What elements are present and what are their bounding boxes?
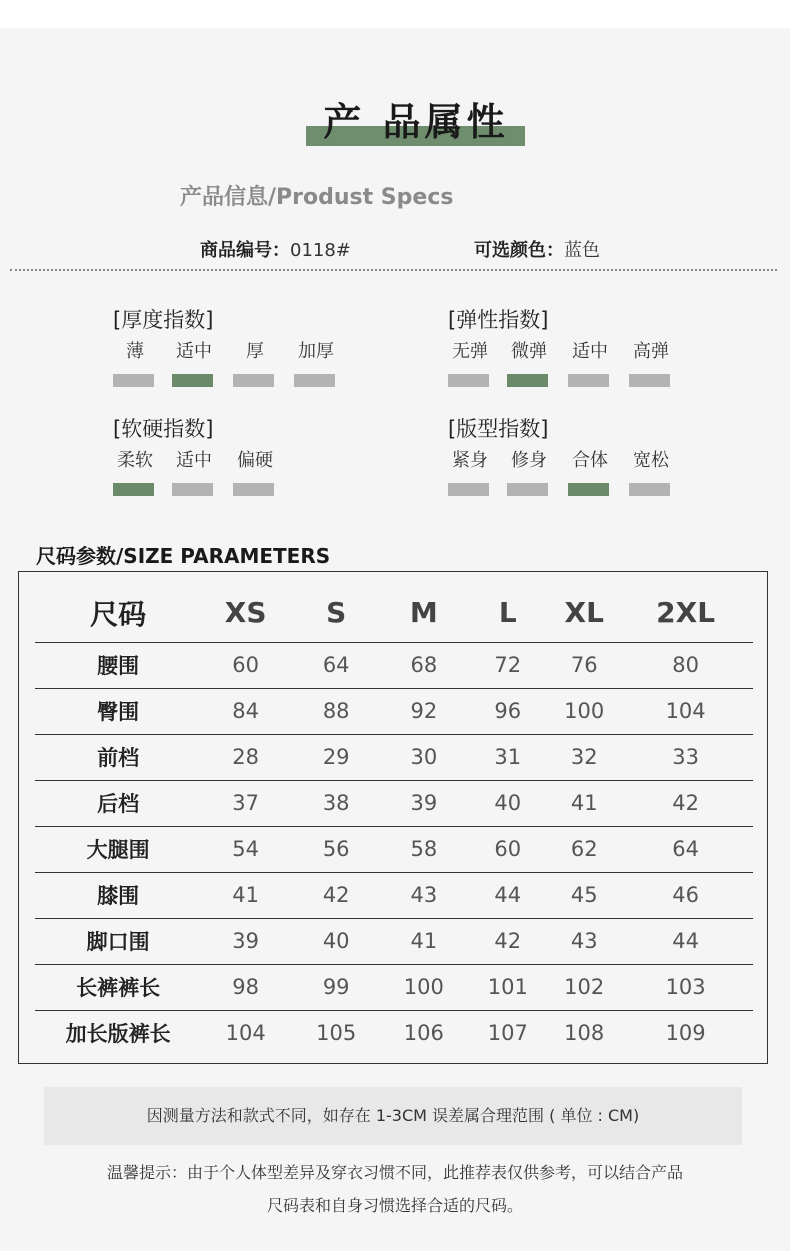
row-label: 大腿围: [35, 826, 201, 872]
size-header: XL: [550, 584, 618, 642]
index-option-label: 柔软: [117, 450, 153, 471]
table-cell: 88: [290, 688, 382, 734]
table-cell: 42: [290, 872, 382, 918]
index-option-label: 适中: [176, 341, 212, 362]
index-title: [软硬指数]: [113, 417, 214, 441]
table-cell: 45: [550, 872, 618, 918]
table-cell: 60: [201, 642, 290, 688]
table-row: [35, 688, 753, 734]
index-option: [507, 340, 551, 387]
table-cell: 30: [382, 734, 465, 780]
index-option-swatch: [568, 483, 609, 496]
specs-heading: 产品信息/Produst Specs: [180, 185, 454, 210]
table-cell: 39: [201, 918, 290, 964]
table-cell: 58: [382, 826, 465, 872]
table-cell: 37: [201, 780, 290, 826]
table-cell: 64: [290, 642, 382, 688]
size-table-header-row: [35, 584, 753, 642]
index-options: [448, 340, 728, 400]
index-option-swatch: [629, 483, 670, 496]
table-row: [35, 642, 753, 688]
index-option-swatch: [113, 483, 154, 496]
index-option-label: 合体: [572, 450, 608, 471]
table-cell: 80: [618, 642, 753, 688]
table-cell: 107: [487, 1021, 528, 1046]
index-option-swatch: [448, 483, 489, 496]
index-option: [172, 449, 216, 496]
index-option-swatch: [448, 374, 489, 387]
index-option: [629, 449, 673, 496]
table-cell: 64: [618, 826, 753, 872]
index-option: [507, 449, 551, 496]
table-cell: 100: [550, 688, 618, 734]
index-option: [113, 449, 157, 496]
index-option: [172, 340, 216, 387]
index-options: [448, 449, 728, 509]
index-option-swatch: [629, 374, 670, 387]
row-label: 后档: [35, 780, 201, 826]
table-cell: 92: [382, 688, 465, 734]
index-option: [568, 449, 612, 496]
index-option-swatch: [294, 374, 335, 387]
index-option: [233, 449, 277, 496]
table-cell: 98: [201, 964, 290, 1010]
product-code-value: 0118#: [290, 240, 351, 261]
index-option-swatch: [233, 483, 274, 496]
index-option-label: 微弹: [511, 341, 547, 362]
index-option: [294, 340, 338, 387]
size-table: [35, 584, 753, 1056]
table-cell: 42: [618, 780, 753, 826]
table-cell: 41: [382, 918, 465, 964]
table-cell: 41: [201, 872, 290, 918]
row-label: 长裤裤长: [35, 964, 201, 1010]
table-cell: 31: [465, 734, 550, 780]
table-cell: 44: [618, 918, 753, 964]
table-cell: 103: [618, 964, 753, 1010]
size-header: M: [382, 584, 465, 642]
index-option-label: 适中: [572, 341, 608, 362]
index-group-thickness: [113, 306, 393, 400]
table-row: [35, 918, 753, 964]
row-label: 脚口围: [35, 918, 201, 964]
table-cell: 39: [382, 780, 465, 826]
table-cell: 28: [201, 734, 290, 780]
table-cell: 29: [290, 734, 382, 780]
table-cell: 84: [201, 688, 290, 734]
row-label: 腰围: [35, 642, 201, 688]
size-header: XS: [201, 584, 290, 642]
index-option-label: 宽松: [633, 450, 669, 471]
index-option: [448, 449, 492, 496]
index-option: [568, 340, 612, 387]
size-header: L: [465, 584, 550, 642]
index-option: [113, 340, 157, 387]
row-label: 加长版裤长: [65, 1022, 171, 1047]
table-cell: 68: [382, 642, 465, 688]
index-option-swatch: [507, 483, 548, 496]
table-cell: 42: [465, 918, 550, 964]
table-cell: 41: [550, 780, 618, 826]
row-label: 臀围: [35, 688, 201, 734]
table-row: [35, 872, 753, 918]
product-color-label: 可选颜色：: [474, 240, 564, 261]
index-option-swatch: [172, 483, 213, 496]
tip-line-2: 尺码表和自身习惯选择合适的尺码。: [266, 1196, 523, 1215]
table-cell: 46: [618, 872, 753, 918]
table-cell: 108: [564, 1021, 605, 1046]
index-options: [113, 449, 393, 509]
table-row: [35, 826, 753, 872]
table-cell: 40: [290, 918, 382, 964]
row-label: 前档: [35, 734, 201, 780]
index-options: [113, 340, 393, 400]
table-row: [35, 1010, 753, 1056]
table-cell: 104: [618, 688, 753, 734]
table-cell: 104: [225, 1021, 266, 1046]
table-cell: 72: [465, 642, 550, 688]
index-option-label: 偏硬: [237, 450, 273, 471]
table-cell: 99: [290, 964, 382, 1010]
table-cell: 100: [382, 964, 465, 1010]
index-option-label: 无弹: [452, 341, 488, 362]
table-cell: 62: [550, 826, 618, 872]
table-cell: 43: [550, 918, 618, 964]
index-option-label: 加厚: [298, 341, 334, 362]
measurement-note: 因测量方法和款式不同，如存在 1-3CM 误差属合理范围 ( 单位 : CM): [44, 1087, 742, 1145]
index-option: [629, 340, 673, 387]
size-heading: 尺码参数/SIZE PARAMETERS: [36, 544, 331, 568]
size-header: S: [290, 584, 382, 642]
table-cell: 56: [290, 826, 382, 872]
table-cell: 32: [550, 734, 618, 780]
table-cell: 40: [465, 780, 550, 826]
table-cell: 105: [316, 1021, 357, 1046]
index-option-label: 适中: [176, 450, 212, 471]
index-title: [弹性指数]: [448, 308, 549, 332]
table-cell: 60: [465, 826, 550, 872]
tip-line-1: 温馨提示：由于个人体型差异及穿衣习惯不同，此推荐表仅供参考，可以结合产品: [106, 1163, 683, 1182]
product-color: [474, 236, 600, 262]
index-option-label: 厚: [246, 341, 264, 362]
row-label: 膝围: [35, 872, 201, 918]
page-title: 产 品属性: [323, 100, 509, 144]
index-group-softness: [113, 415, 393, 509]
table-row: [35, 964, 753, 1010]
size-table-frame: [18, 571, 768, 1064]
index-option-swatch: [507, 374, 548, 387]
index-option: [233, 340, 277, 387]
index-group-fit: [448, 415, 728, 509]
index-option: [448, 340, 492, 387]
index-option-swatch: [233, 374, 274, 387]
product-code: [200, 236, 351, 262]
table-cell: 102: [550, 964, 618, 1010]
product-color-value: 蓝色: [564, 240, 600, 261]
dotted-divider: [10, 269, 777, 271]
product-code-label: 商品编号：: [200, 240, 290, 261]
index-option-swatch: [113, 374, 154, 387]
table-cell: 109: [665, 1021, 706, 1046]
table-cell: 44: [465, 872, 550, 918]
table-cell: 33: [618, 734, 753, 780]
index-title: [版型指数]: [448, 417, 549, 441]
index-option-swatch: [172, 374, 213, 387]
index-group-elasticity: [448, 306, 728, 400]
index-option-label: 修身: [511, 450, 547, 471]
index-option-swatch: [568, 374, 609, 387]
table-cell: 54: [201, 826, 290, 872]
index-option-label: 紧身: [452, 450, 488, 471]
table-cell: 101: [465, 964, 550, 1010]
table-cell: 43: [382, 872, 465, 918]
index-option-label: 高弹: [633, 341, 669, 362]
size-header: 2XL: [618, 584, 753, 642]
index-option-label: 薄: [126, 341, 144, 362]
index-title: [厚度指数]: [113, 308, 214, 332]
table-cell: 106: [403, 1021, 444, 1046]
size-header: 尺码: [35, 584, 201, 642]
table-row: [35, 780, 753, 826]
page-title-block: [306, 96, 526, 152]
table-cell: 96: [465, 688, 550, 734]
table-cell: 38: [290, 780, 382, 826]
table-row: [35, 734, 753, 780]
top-band: [0, 0, 790, 28]
table-cell: 76: [550, 642, 618, 688]
